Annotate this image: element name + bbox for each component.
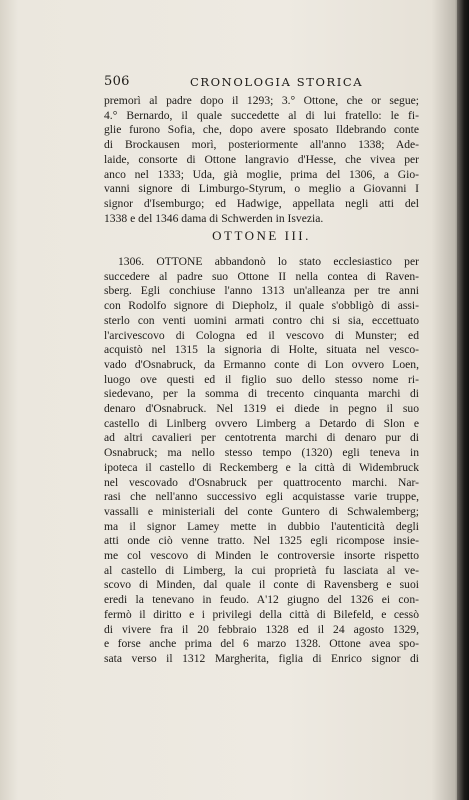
text-line: laide, consorte di Ottone langravio d'Hesse, che vivea per [104,152,419,166]
text-line: al castello di Limberg, la cui proprietà fu lasciata al ve- [104,563,419,577]
text-line: signor d'Isemburgo; ed Hadwige, appellata negli atti del [104,196,419,210]
text-line: l'arcivescovo di Cologna ed il vescovo di Munster; ed [104,328,419,342]
text-line: ipoteca il castello di Reckemberg e la città di Widembruck [104,460,419,474]
running-title: CRONOLOGIA STORICA [190,75,364,89]
text-line: sberg. Egli conchiuse l'anno 1313 un'alleanza per tre anni [104,284,419,298]
text-line: acquistò nel 1315 la signoria di Holte, situata nel vesco- [104,343,419,357]
text-line: vassalli e ministeriali del conte Guntero di Schwalemberg; [104,504,419,518]
text-line: 1306. OTTONE abbandonò lo stato ecclesiastico per [118,255,419,268]
text-block-continuation [104,94,419,226]
text-block-ottone-iii [104,255,419,667]
text-line: sata verso il 1312 Margherita, figlia di Enrico signor di [104,651,419,665]
text-line: con Rodolfo signore di Diepholz, il quale s'obbligò di assi- [104,299,419,313]
text-line: vado d'Osnabruck, da Ermanno conte di Lon ovvero Loen, [104,357,419,371]
text-line: succedere al padre suo Ottone II nella contea di Raven- [104,269,419,283]
text-line: atti onde ciò venne tratto. Nel 1325 egli ricompose insie- [104,534,419,548]
text-line: di vivere fra il 20 febbraio 1328 ed il 24 agosto 1329, [104,622,419,636]
page-number: 506 [104,74,130,89]
text-line: scovo di Minden, dal quale il conte di Ravensberg e suoi [104,578,419,592]
text-line: Osnabruck; ma nello stesso tempo (1320) egli teneva in [104,446,419,460]
text-line: siedevano, per la somma di trecento cinquanta marchi di [104,387,419,401]
section-heading: OTTONE III. [212,228,311,243]
text-line: sterlo con venti uomini armati contro chi si sia, eccettuato [104,313,419,327]
text-line: 1338 e del 1346 dama di Schwerden in Isvezia. [104,211,324,225]
text-line: ad altri cavalieri per centotrenta marchi di denaro pur di [104,431,419,445]
text-line: premorì al padre dopo il 1293; 3.° Ottone, che or segue; [104,94,419,107]
text-line: eredi la tenevano in feudo. A'12 giugno del 1326 ei con- [104,593,419,607]
text-line: castello di Linlberg ovvero Limberg a Detardo di Slon e [104,416,419,430]
text-line: luogo ove questi ed il figlio suo dello stesso nome ri- [104,372,419,386]
text-line: denaro d'Osnabruck. Nel 1319 ei diede in pegno il suo [104,402,419,416]
text-line: anco nel 1333; Uda, già moglie, prima del 1306, a Gio- [104,167,419,181]
text-line: 4.° Bernardo, il quale succedette al di lui fratello: le fi- [104,108,419,122]
text-line: glie furono Sofia, che, dopo avere sposato Ildebrando conte [104,123,419,137]
scan-edge-shadow [457,0,469,800]
text-line: e forse anche prima del 6 marzo 1328. Ottone avea spo- [104,637,419,651]
page-header [104,74,418,90]
text-line: ma il signor Lamey mette in dubbio l'autenticità degli [104,519,419,533]
text-line: vanni signore di Limburgo-Styrum, o meglio a Giovanni I [104,182,419,196]
text-line: rasi che nell'anno successivo egli acquistasse varie truppe, [104,490,419,504]
text-line: me col vescovo di Minden le controversie insorte rispetto [104,549,419,563]
text-line: fermò il diritto e i privilegi della città di Bilefeld, e cessò [104,607,419,621]
text-line: di Brockausen morì, posteriormente all'anno 1338; Ade- [104,138,419,152]
text-line: nel vescovado d'Osnabruck per quattrocento marchi. Nar- [104,475,419,489]
